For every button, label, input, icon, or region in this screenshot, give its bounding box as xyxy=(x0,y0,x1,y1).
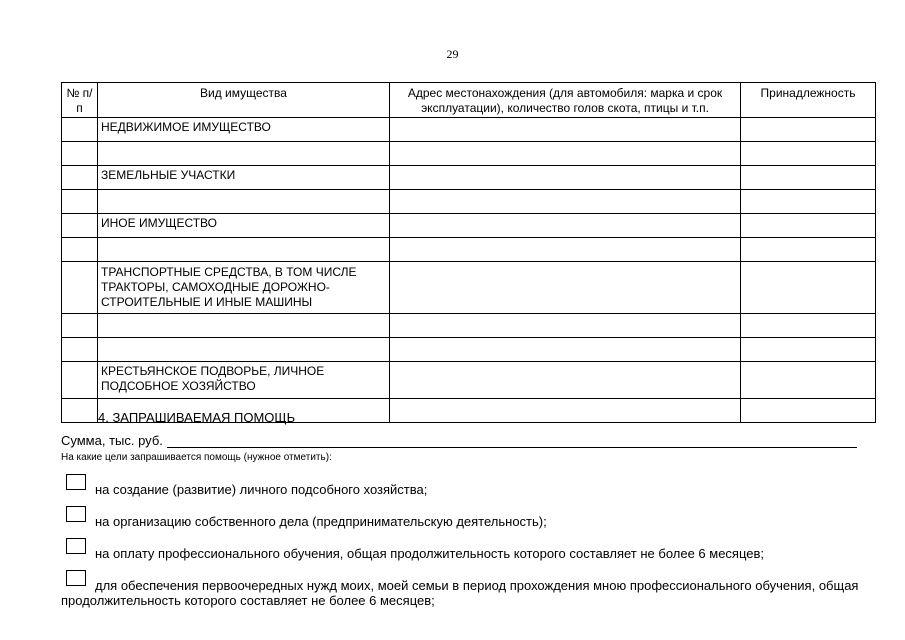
table-row xyxy=(62,314,876,338)
cell-ownership[interactable] xyxy=(741,118,876,142)
cell-address[interactable] xyxy=(390,214,741,238)
cell-number[interactable] xyxy=(62,190,98,214)
cell-ownership[interactable] xyxy=(741,399,876,423)
cell-number[interactable] xyxy=(62,142,98,166)
header-number: № п/п xyxy=(62,83,98,118)
cell-ownership[interactable] xyxy=(741,338,876,362)
table-row xyxy=(62,338,876,362)
cell-property-kind: НЕДВИЖИМОЕ ИМУЩЕСТВО xyxy=(98,118,390,142)
table-row xyxy=(62,118,876,142)
cell-property-kind: ЗЕМЕЛЬНЫЕ УЧАСТКИ xyxy=(98,166,390,190)
cell-ownership[interactable] xyxy=(741,214,876,238)
sum-label: Сумма, тыс. руб. xyxy=(61,433,163,448)
sum-input-line[interactable] xyxy=(167,435,857,448)
goal-option-label: на оплату профессионального обучения, общая продолжительность которого составляет не более 6 месяцев; xyxy=(95,546,765,561)
table-row xyxy=(62,262,876,314)
cell-property-kind: ИНОЕ ИМУЩЕСТВО xyxy=(98,214,390,238)
cell-address[interactable] xyxy=(390,166,741,190)
cell-number[interactable] xyxy=(62,399,98,423)
cell-ownership[interactable] xyxy=(741,262,876,314)
page-number: 29 xyxy=(446,47,459,61)
cell-number[interactable] xyxy=(62,362,98,399)
goal-option-label: на создание (развитие) личного подсобного хозяйства; xyxy=(95,482,428,497)
cell-number[interactable] xyxy=(62,214,98,238)
cell-number[interactable] xyxy=(62,314,98,338)
table-row xyxy=(62,142,876,166)
header-address: Адрес местонахождения (для автомобиля: марка и срок эксплуатации), количество голов скота, птицы и т.п. xyxy=(390,83,741,118)
cell-ownership[interactable] xyxy=(741,314,876,338)
cell-address[interactable] xyxy=(390,262,741,314)
cell-address[interactable] xyxy=(390,190,741,214)
cell-address[interactable] xyxy=(390,314,741,338)
table-row xyxy=(62,190,876,214)
cell-number[interactable] xyxy=(62,166,98,190)
cell-ownership[interactable] xyxy=(741,238,876,262)
cell-property-kind: ТРАНСПОРТНЫЕ СРЕДСТВА, В ТОМ ЧИСЛЕ ТРАКТОРЫ, САМОХОДНЫЕ ДОРОЖНО-СТРОИТЕЛЬНЫЕ И ИНЫЕ МАШИНЫ xyxy=(98,262,390,314)
table-row xyxy=(62,166,876,190)
cell-address[interactable] xyxy=(390,338,741,362)
cell-property-kind[interactable] xyxy=(98,238,390,262)
cell-property-kind[interactable] xyxy=(98,338,390,362)
table-row xyxy=(62,238,876,262)
cell-address[interactable] xyxy=(390,362,741,399)
property-table xyxy=(61,82,876,423)
goal-option-label: для обеспечения первоочередных нужд моих, моей семьи в период прохождения мною профессионального обучения, общая продолжительность которого составляет не более 6 месяцев; xyxy=(61,578,859,608)
table-row xyxy=(62,362,876,399)
cell-number[interactable] xyxy=(62,238,98,262)
cell-address[interactable] xyxy=(390,118,741,142)
goal-checkbox[interactable] xyxy=(66,538,86,554)
cell-number[interactable] xyxy=(62,338,98,362)
goals-label: На какие цели запрашивается помощь (нужное отметить): xyxy=(61,452,332,463)
cell-number[interactable] xyxy=(62,118,98,142)
table-header-row xyxy=(62,83,876,118)
cell-property-kind[interactable] xyxy=(98,190,390,214)
cell-address[interactable] xyxy=(390,142,741,166)
cell-property-kind: КРЕСТЬЯНСКОЕ ПОДВОРЬЕ, ЛИЧНОЕ ПОДСОБНОЕ ХОЗЯЙСТВО xyxy=(98,362,390,399)
cell-ownership[interactable] xyxy=(741,166,876,190)
header-ownership: Принадлежность xyxy=(741,83,876,118)
cell-address[interactable] xyxy=(390,399,741,423)
header-property-kind: Вид имущества xyxy=(98,83,390,118)
cell-ownership[interactable] xyxy=(741,142,876,166)
cell-ownership[interactable] xyxy=(741,362,876,399)
cell-address[interactable] xyxy=(390,238,741,262)
cell-ownership[interactable] xyxy=(741,190,876,214)
goal-checkbox[interactable] xyxy=(66,506,86,522)
cell-property-kind[interactable] xyxy=(98,314,390,338)
goal-option-label: на организацию собственного дела (предпринимательскую деятельность); xyxy=(95,514,547,529)
cell-property-kind[interactable] xyxy=(98,142,390,166)
cell-number[interactable] xyxy=(62,262,98,314)
section-title: 4. ЗАПРАШИВАЕМАЯ ПОМОЩЬ xyxy=(98,410,296,425)
sum-row xyxy=(61,433,857,448)
goal-checkbox[interactable] xyxy=(66,474,86,490)
table-row xyxy=(62,214,876,238)
